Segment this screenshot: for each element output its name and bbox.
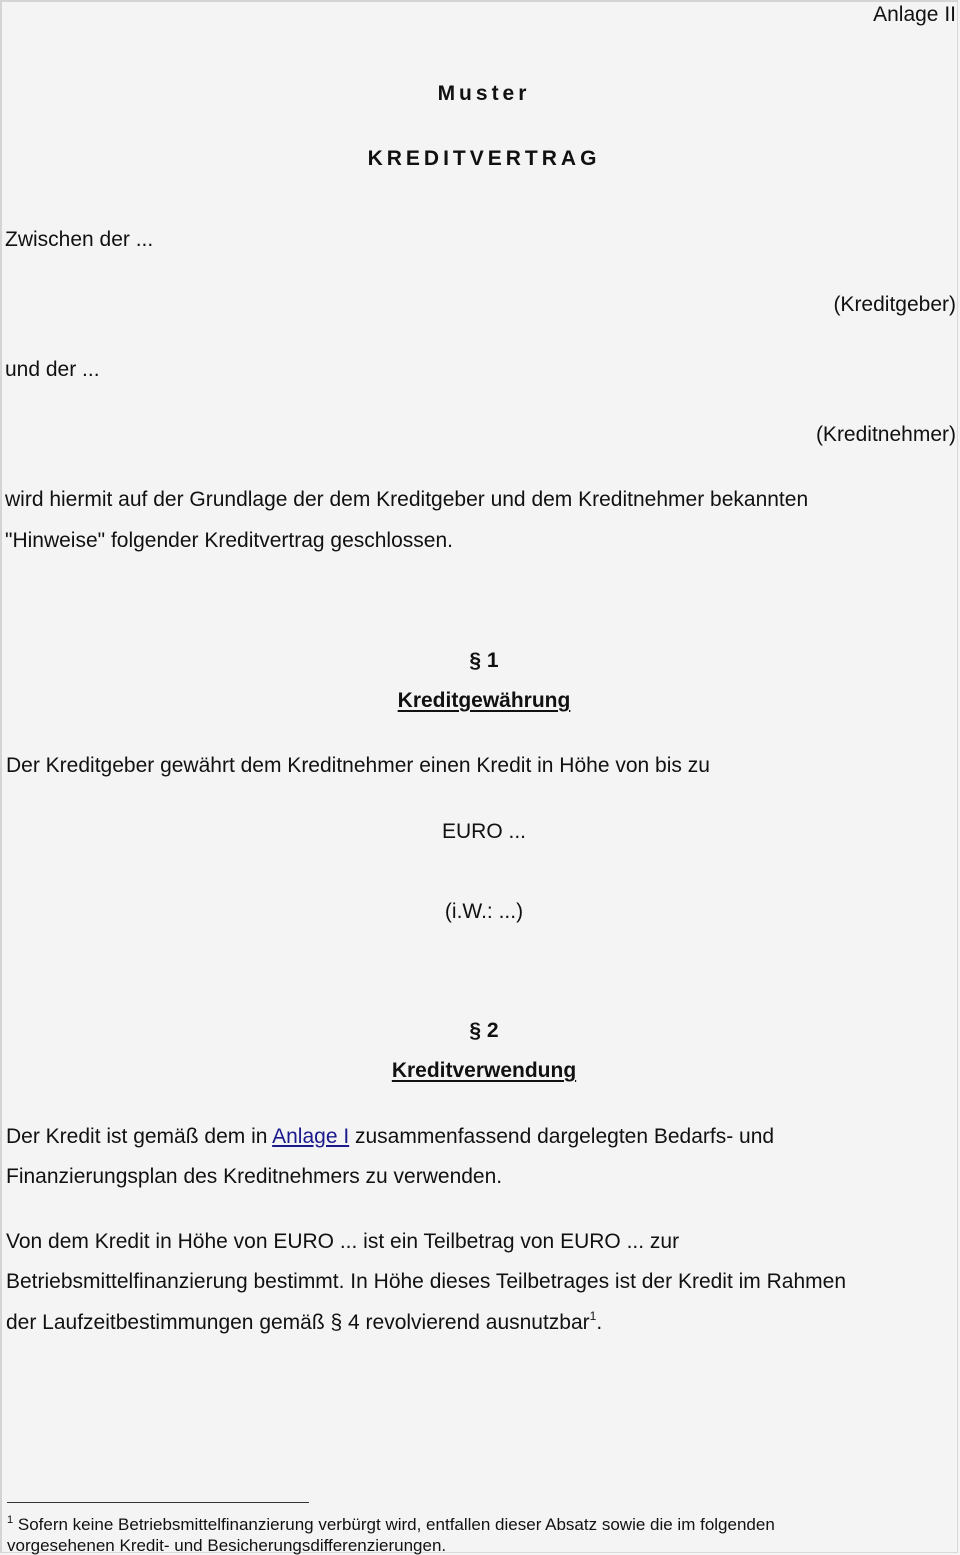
para-text: der Laufzeitbestimmungen gemäß § 4 revolvierend ausnutzbar	[6, 1311, 590, 1334]
para-text: zusammenfassend dargelegten Bedarfs- und	[349, 1125, 775, 1148]
section-2-heading-text: Kreditverwendung	[391, 1059, 577, 1082]
section-1-heading	[2, 690, 960, 711]
section-2-para-2-line-2: Betriebsmittelfinanzierung bestimmt. In Höhe dieses Teilbetrages ist der Kredit im Rahmen	[6, 1270, 846, 1293]
footnote-separator	[7, 1502, 309, 1503]
document-subtitle: Muster	[437, 82, 531, 105]
section-2-para-1-line-2: Finanzierungsplan des Kreditnehmers zu verwenden.	[6, 1165, 503, 1188]
footnote-text: Sofern keine Betriebsmittelfinanzierung verbürgt wird, entfallen dieser Absatz sowie die im folgenden	[17, 1515, 775, 1534]
section-1-amount-in-words: (i.W.: ...)	[444, 900, 524, 923]
footnote-number: 1	[7, 1514, 14, 1526]
document-title: KREDITVERTRAG	[367, 147, 601, 170]
party-lender-line: Zwischen der ...	[5, 228, 154, 251]
preamble-line-2: "Hinweise" folgender Kreditvertrag geschlossen.	[5, 529, 453, 552]
section-1-text: Der Kreditgeber gewährt dem Kreditnehmer einen Kredit in Höhe von bis zu	[6, 754, 710, 777]
para-text: .	[596, 1311, 603, 1334]
section-2-number: § 2	[469, 1019, 499, 1042]
section-2-para-2-line-1: Von dem Kredit in Höhe von EURO ... ist ein Teilbetrag von EURO ... zur	[6, 1230, 680, 1253]
section-1-number: § 1	[469, 649, 499, 672]
section-2-heading	[2, 1060, 960, 1081]
section-1-heading-text: Kreditgewährung	[397, 689, 571, 712]
lender-role-label: (Kreditgeber)	[833, 293, 956, 316]
para-text: Der Kredit ist gemäß dem in	[6, 1125, 273, 1148]
footnote-line-1	[7, 1516, 775, 1533]
preamble-line-1: wird hiermit auf der Grundlage der dem Kreditgeber und dem Kreditnehmer bekannten	[5, 488, 809, 511]
borrower-role-label: (Kreditnehmer)	[815, 423, 956, 446]
annex-label: Anlage II	[873, 3, 956, 26]
section-1-amount: EURO ...	[441, 820, 526, 843]
party-borrower-line: und der ...	[5, 358, 100, 381]
section-2-para-1-line-1	[6, 1126, 774, 1147]
footnote-line-2: vorgesehenen Kredit- und Besicherungsdifferenzierungen.	[7, 1536, 447, 1555]
anlage-i-link[interactable]: Anlage I	[272, 1125, 350, 1148]
footnote-reference[interactable]: 1	[589, 1309, 597, 1323]
section-2-para-2-line-3	[6, 1309, 603, 1334]
